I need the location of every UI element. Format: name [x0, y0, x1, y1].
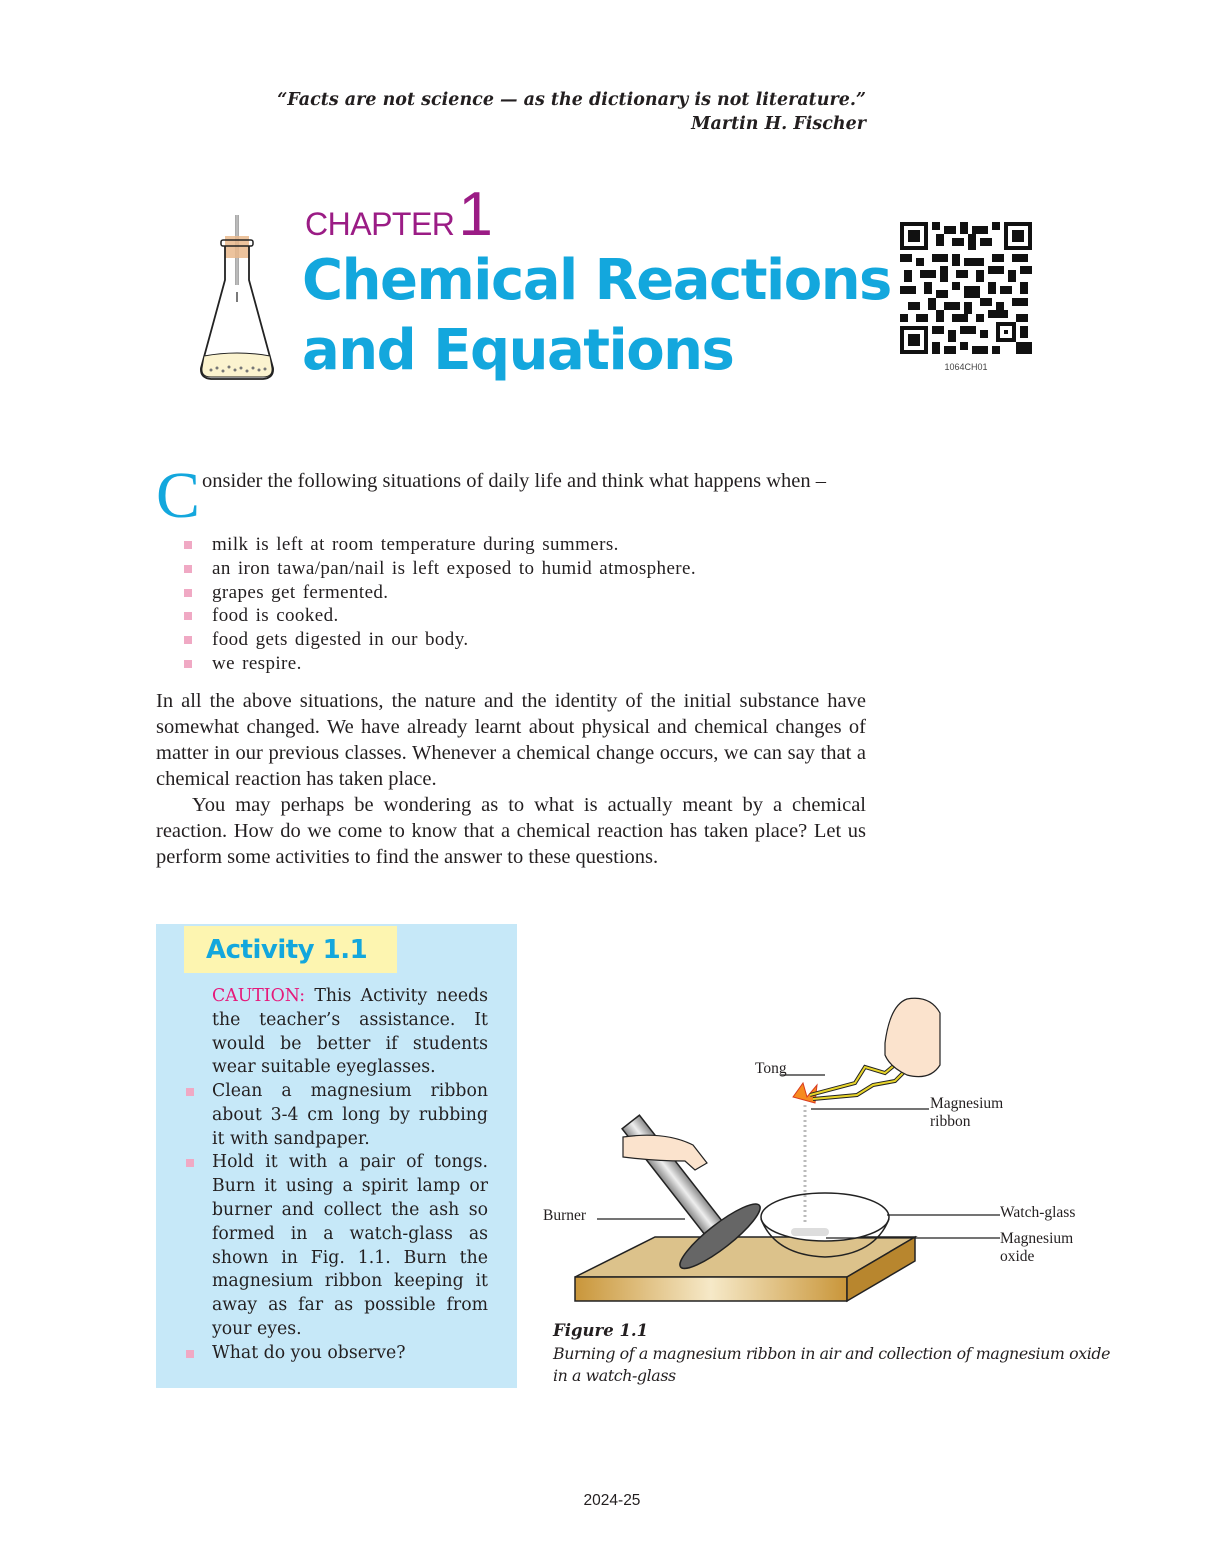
bullet-square-icon	[184, 660, 192, 668]
list-item: grapes get fermented.	[182, 581, 872, 605]
chapter-label	[305, 180, 493, 249]
page-footer-year: 2024-25	[583, 1492, 641, 1509]
list-item: milk is left at room temperature during summers.	[182, 533, 872, 557]
bullet-square-icon	[186, 1350, 194, 1358]
caution-text: This Activity needs the teacher’s assistance. It would be better if students wear suitable eyeglasses.	[212, 986, 488, 1078]
intro-text: onsider the following situations of daily life and think what happens when –	[202, 470, 827, 492]
bullet-square-icon	[184, 565, 192, 573]
epigraph-author: Martin H. Fischer	[691, 114, 866, 134]
bullet-square-icon	[186, 1088, 194, 1096]
figure-caption: Burning of a magnesium ribbon in air and collection of magnesium oxide in a watch-glass	[553, 1344, 1111, 1385]
label-watch-glass: Watch-glass	[1000, 1204, 1076, 1221]
list-item: food gets digested in our body.	[182, 628, 872, 652]
activity-caution	[212, 985, 488, 1080]
qr-code[interactable]	[900, 222, 1032, 354]
activity-step: Hold it with a pair of tongs. Burn it using a spirit lamp or burner and collect the ash so formed in a watch-glass as shown in Fig. 1.1. Burn the magnesium ribbon keeping it away as far as possible from your eyes.	[184, 1151, 488, 1341]
list-item: food is cooked.	[182, 604, 872, 628]
activity-step: Clean a magnesium ribbon about 3-4 cm long by rubbing it with sandpaper.	[184, 1080, 488, 1151]
label-burner: Burner	[543, 1207, 587, 1224]
body-paragraph-2: You may perhaps be wondering as to what is actually meant by a chemical reaction. How do we come to know that a chemical reaction has taken place? Let us perform some activities to find the answer to these questions.	[156, 794, 866, 868]
label-tong: Tong	[755, 1060, 787, 1077]
chapter-title	[302, 246, 891, 386]
chapter-title-line2: and Equations	[302, 318, 734, 383]
activity-title: Activity 1.1	[206, 935, 368, 965]
bullet-square-icon	[186, 1159, 194, 1167]
caution-label: CAUTION:	[212, 986, 306, 1006]
bullet-square-icon	[184, 589, 192, 597]
list-item: we respire.	[182, 652, 872, 676]
body-paragraph-1: In all the above situations, the nature and the identity of the initial substance have somewhat changed. We have already learnt about physical and chemical changes of matter in our previous classes. Whenever a chemical change occurs, we can say that a chemical reaction has taken place.	[156, 690, 866, 790]
drop-cap: C	[156, 459, 201, 532]
epigraph	[200, 88, 866, 136]
conical-flask-icon	[195, 210, 279, 385]
activity-step: What do you observe?	[184, 1342, 488, 1366]
activity-steps	[184, 1080, 488, 1366]
chapter-number: 1	[458, 180, 493, 249]
chapter-word: CHAPTER	[305, 206, 455, 242]
bullet-square-icon	[184, 541, 192, 549]
situations-list	[182, 533, 872, 676]
list-item: an iron tawa/pan/nail is left exposed to humid atmosphere.	[182, 557, 872, 581]
label-magnesium-oxide: Magnesium oxide	[1000, 1230, 1074, 1265]
intro-paragraph	[156, 459, 866, 532]
bullet-square-icon	[184, 612, 192, 620]
bullet-square-icon	[184, 636, 192, 644]
figure-title: Figure 1.1	[553, 1321, 649, 1340]
chapter-title-line1: Chemical Reactions	[302, 248, 891, 313]
epigraph-quote: “Facts are not science — as the dictionary is not literature.”	[277, 90, 866, 110]
qr-code-id: 1064CH01	[944, 362, 988, 372]
label-magnesium-ribbon: Magnesium ribbon	[930, 1095, 1004, 1130]
